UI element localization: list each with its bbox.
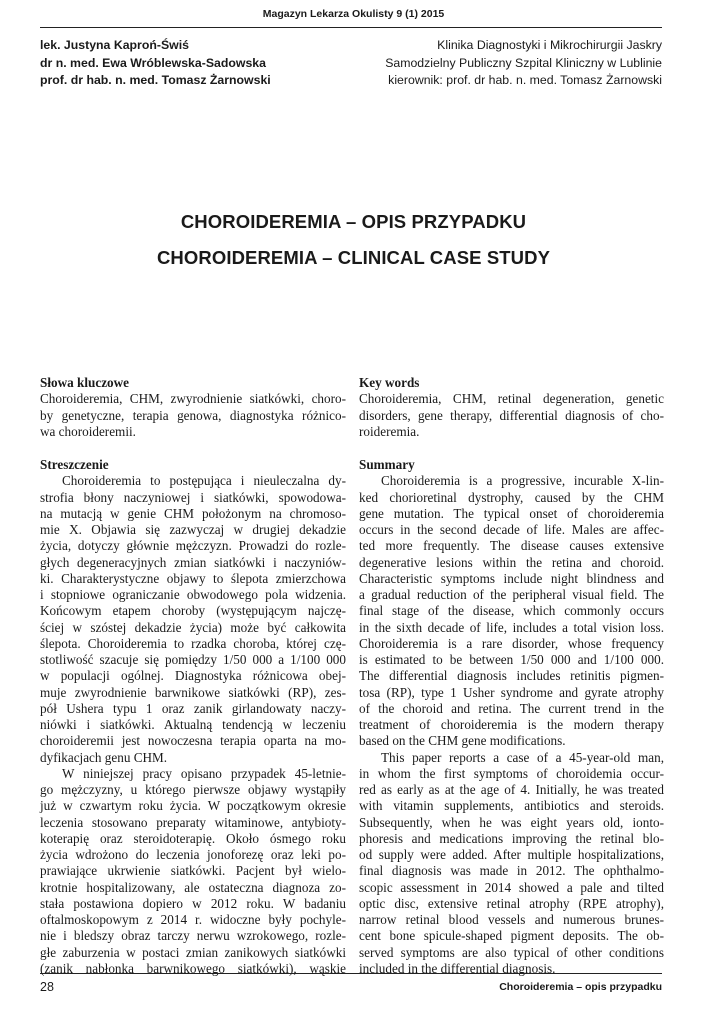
abstract-pl-line: krotnie hospitalizowany, ale ostateczna diagnoza zo- (40, 879, 346, 895)
summary-en-line: a gradual reduction of the peripheral visual field. The (359, 587, 664, 602)
summary-en-line: based on the CHM gene modifications. (359, 733, 566, 749)
summary-en-line: final diagnosis was made in 2012. The ophthalmo- (359, 863, 664, 879)
abstract-pl-heading: Streszczenie (40, 457, 109, 472)
keywords-pl-line: wa choroideremii. (40, 423, 136, 439)
summary-en-line: cent bone spicule-shaped pigment deposits. The ob- (359, 928, 664, 944)
summary-en-line: Subsequently, when he was eight years old, ionto- (359, 814, 664, 830)
abstract-pl-line: go mężczyzny, u którego pierwsze objawy wystąpiły (40, 782, 346, 797)
abstract-pl-line: głe zaburzenia w postaci zmian zanikowych siatkówki (40, 944, 346, 960)
page-number: 28 (40, 980, 54, 994)
summary-en-line: treatment of choroideremia is the modern therapy (359, 717, 664, 732)
title-polish: CHOROIDEREMIA – OPIS PRZYPADKU (180, 211, 527, 232)
author-2: dr n. med. Ewa Wróblewska-Sadowska (40, 55, 266, 70)
abstract-pl-line: w populacji ogólnej. Diagnostyka różnicowa obej- (40, 668, 346, 684)
keywords-pl-line: by genetyczne, terapia genowa, diagnostyka różnico- (40, 407, 346, 423)
summary-en-line: This paper reports a case of a 45-year-old man, (381, 749, 664, 765)
author-list (40, 37, 271, 90)
summary-en-line: tosa (RP), type 1 Usher syndrome and gyrate atrophy (359, 684, 664, 700)
summary-en-line: included in the differential diagnosis. (359, 960, 556, 976)
summary-en-line: Choroideremia is a progressive, incurable X-lin- (381, 473, 664, 489)
keywords-pl-heading: Słowa kluczowe (40, 375, 130, 390)
summary-en-line: phoresis and medications improving the retinal blo- (359, 830, 664, 846)
summary-en-line: optic disc, extensive retinal atrophy (RPE atrophy), (359, 895, 664, 911)
abstract-pl-line: (zanik nabłonka barwnikowego siatkówki), wąskie (40, 960, 346, 976)
title-english: CHOROIDEREMIA – CLINICAL CASE STUDY (156, 247, 551, 268)
summary-en-line: final stage of the disease, which commonly occurs (359, 603, 664, 619)
summary-en-line: ted more frequently. The disease causes extensive (359, 538, 664, 554)
summary-en-line: gene mutation. The typical onset of choroideremia (359, 505, 664, 521)
keywords-en-line: Choroideremia, CHM, retinal degeneration, genetic (359, 391, 664, 407)
summary-en-line: ked chorioretinal dystrophy, caused by the CHM (359, 489, 664, 505)
summary-en-line: The differential diagnosis includes retinitis pigmen- (359, 668, 664, 684)
author-3: prof. dr hab. n. med. Tomasz Żarnowski (40, 73, 271, 87)
abstract-pl-line: strofia błony naczyniowej i siatkówki, spowodowa- (40, 489, 346, 505)
keywords-en-line: disorders, gene therapy, differential diagnosis of cho- (359, 407, 664, 423)
summary-en-line: is estimated to be between 1/50 000 and 1/100 000. (359, 652, 664, 667)
summary-en-line: with vitamin supplements, antibiotics and steroids. (359, 798, 664, 814)
abstract-pl-line: dyfikacjach genu CHM. (40, 749, 168, 765)
summary-en-line: in the sixth decade of life, includes a total vision loss. (359, 619, 664, 635)
summary-en-line: Characteristic symptoms include night blindness and (359, 570, 664, 586)
abstract-pl-line: ki. Charakterystyczne objawy to ślepota zmierzchowa (40, 570, 346, 586)
abstract-pl-line: życia, dotyczy głównie mężczyzn. Prowadzi do rozle- (40, 538, 346, 554)
summary-en-line: of the choroid and retina. The current trend in the (359, 700, 664, 716)
abstract-pl-line: Końcowym etapem choroby (występującym najczę- (40, 603, 346, 619)
summary-en-line: in whom the first symptoms of choroidemia occur- (359, 765, 664, 781)
abstract-pl-line: mie X. Objawia się zazwyczaj w drugiej dekadzie (40, 522, 346, 537)
running-title: Choroideremia – opis przypadku (499, 981, 662, 993)
summary-en-line: occurs in the second decade of life. Males are affec- (359, 522, 664, 537)
summary-en-line: degenerative lesions within the retina and choroid. (359, 554, 664, 570)
abstract-pl-line: na mutacją w genie CHM położonym na chromoso- (40, 505, 346, 521)
abstract-pl-line: koterapię oraz steroidoterapię. Około ósmego roku (40, 830, 346, 846)
keywords-pl-line: Choroideremia, CHM, zwyrodnienie siatkówki, choro- (40, 391, 346, 407)
affiliation-line-2: Samodzielny Publiczny Szpital Kliniczny w Lublinie (385, 55, 662, 70)
author-1: lek. Justyna Kaproń-Świś (40, 38, 189, 52)
summary-en-heading: Summary (359, 457, 415, 472)
abstract-pl-line: ściej w szóstej dekadzie życia) może być całkowita (40, 619, 346, 635)
affiliation-line-1: Klinika Diagnostyki i Mikrochirurgii Jaskry (437, 38, 662, 52)
keywords-en-heading: Key words (359, 375, 420, 390)
abstract-pl-line: ślepota. Choroideremia to rzadka choroba, której czę- (40, 635, 346, 651)
abstract-pl-line: głych degeneracyjnych zmian siatkówki i naczyniów- (40, 554, 346, 570)
header-rule (40, 27, 662, 28)
keywords-en-line: roideremia. (359, 423, 420, 439)
summary-en-line: scopic assessment in 2014 showed a pale and tilted (359, 879, 664, 895)
abstract-pl-line: pół Ushera typu 1 oraz zanik girlandowaty naczy- (40, 700, 346, 716)
abstract-pl-line: prawiające ukrwienie siatkówki. Pacjent był wielo- (40, 863, 346, 879)
abstract-pl-line: życia wdrożono do leczenia jonoforezę oraz leki po- (40, 847, 346, 862)
abstract-pl-line: nie i bledszy obraz tarczy nerwu wzrokowego, rozle- (40, 928, 346, 944)
abstract-pl-line: muje zwyrodnienie barwnikowe siatkówki (RP), zes- (40, 684, 346, 700)
abstract-pl-line: Choroideremia to postępująca i nieuleczalna dy- (62, 473, 346, 489)
summary-en-line: Choroideremia is a rare disorder, whose frequency (359, 635, 664, 651)
abstract-pl-line: niówki i siatkówki. Aktualną tendencją w leczeniu (40, 717, 346, 732)
abstract-pl-line: już w czwartym roku życia. W początkowym okresie (40, 798, 346, 814)
summary-en-line: od supply were added. After multiple hospitalizations, (359, 847, 664, 862)
affiliation (385, 37, 662, 90)
journal-header: Magazyn Lekarza Okulisty 9 (1) 2015 (262, 8, 445, 20)
abstract-pl-line: W niniejszej pracy opisano przypadek 45-letnie- (62, 765, 346, 781)
abstract-pl-line: oftalmoskopowym z 2014 r. widoczne były pochyle- (40, 912, 346, 927)
right-column (359, 375, 664, 977)
abstract-pl-line: stała postawiona dopiero w 2012 roku. W badaniu (40, 895, 346, 911)
affiliation-line-3: kierownik: prof. dr hab. n. med. Tomasz Żarnowski (388, 73, 662, 87)
summary-en-line: narrow retinal blood vessels and numerous brunes- (359, 912, 664, 927)
abstract-pl-line: choroideremii jest nowoczesna terapia oparta na mo- (40, 733, 346, 749)
footer-rule (40, 973, 662, 974)
left-column (40, 375, 346, 977)
summary-en-line: red as early as at the age of 4. Initially, he was treated (359, 782, 664, 797)
abstract-pl-line: leczenia stosowano preparaty witaminowe, antybioty- (40, 814, 346, 830)
abstract-pl-line: i stopniowe ograniczanie obwodowego pola widzenia. (40, 587, 346, 602)
summary-en-line: served symptoms are also typical of other conditions (359, 944, 664, 960)
abstract-pl-line: stotliwość szacuje się pomiędzy 1/50 000 a 1/100 000 (40, 652, 346, 667)
